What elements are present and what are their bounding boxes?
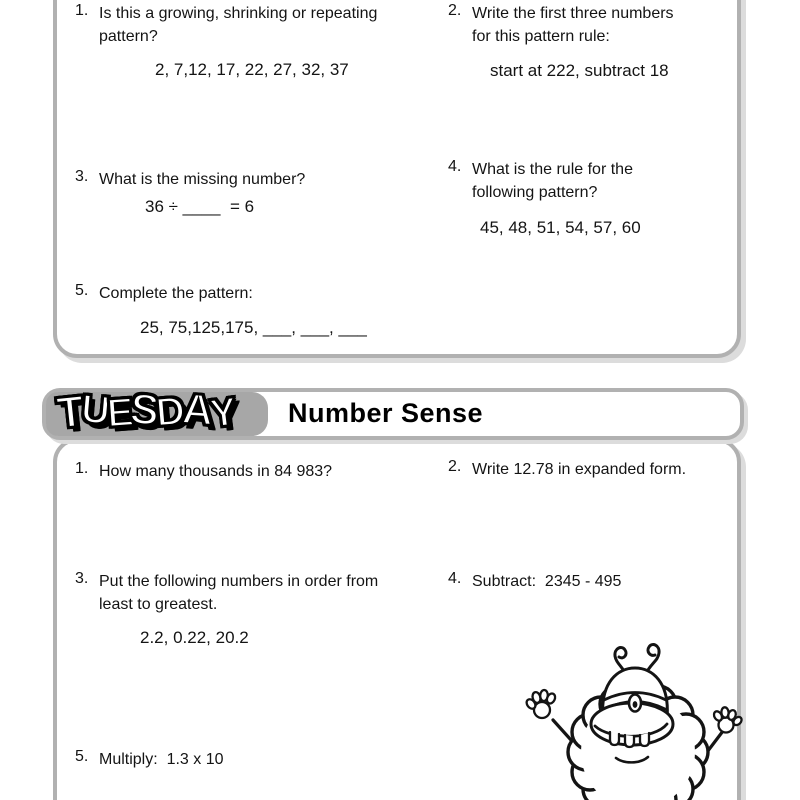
question-2-values: start at 222, subtract 18 bbox=[490, 61, 669, 80]
tuesday-topic-title: Number Sense bbox=[288, 398, 484, 428]
question-number: 4. bbox=[448, 158, 462, 175]
question-5-top bbox=[75, 282, 253, 305]
question-text: What is the rule for the bbox=[472, 161, 633, 178]
question-text: Put the following numbers in order from bbox=[99, 573, 379, 590]
question-text: Complete the pattern: bbox=[99, 285, 253, 302]
tuesday-day-title bbox=[54, 384, 239, 439]
day-letter: U bbox=[79, 386, 111, 434]
question-text: pattern? bbox=[99, 28, 158, 45]
day-letter: D bbox=[154, 388, 186, 436]
day-letter: E bbox=[105, 390, 135, 436]
question-1-top bbox=[75, 2, 377, 48]
question-number: 2. bbox=[448, 2, 462, 19]
question-3-tuesday bbox=[75, 570, 378, 616]
question-2-top bbox=[448, 2, 674, 48]
question-number: 4. bbox=[448, 570, 462, 587]
question-5-tuesday bbox=[75, 748, 224, 771]
question-4-tuesday bbox=[448, 570, 621, 593]
question-number: 2. bbox=[448, 458, 462, 475]
question-number: 1. bbox=[75, 2, 89, 19]
question-4-top bbox=[448, 158, 633, 204]
question-2-tuesday bbox=[448, 458, 686, 481]
question-3-top bbox=[75, 168, 305, 191]
question-4-values: 45, 48, 51, 54, 57, 60 bbox=[480, 218, 641, 237]
question-text: Write the first three numbers bbox=[472, 5, 674, 22]
day-letter: Y bbox=[207, 389, 239, 437]
question-text: How many thousands in 84 983? bbox=[99, 463, 333, 480]
day-letter: A bbox=[180, 385, 214, 435]
tuesday-header bbox=[42, 384, 744, 440]
question-text: Multiply: 1.3 x 10 bbox=[99, 751, 224, 768]
question-5-values: 25, 75,125,175, ___, ___, ___ bbox=[140, 318, 367, 337]
question-text: following pattern? bbox=[472, 184, 598, 201]
question-number: 3. bbox=[75, 570, 89, 587]
question-text: for this pattern rule: bbox=[472, 28, 610, 45]
day-letter: S bbox=[128, 384, 161, 436]
question-1-values: 2, 7,12, 17, 22, 27, 32, 37 bbox=[155, 60, 349, 79]
question-text: What is the missing number? bbox=[99, 171, 306, 188]
monster-illustration bbox=[498, 630, 764, 800]
question-1-tuesday bbox=[75, 460, 332, 483]
question-3-values: 2.2, 0.22, 20.2 bbox=[140, 628, 249, 647]
question-text: least to greatest. bbox=[99, 596, 218, 613]
question-text: Write 12.78 in expanded form. bbox=[472, 461, 687, 478]
question-number: 3. bbox=[75, 168, 89, 185]
question-text: Is this a growing, shrinking or repeating bbox=[99, 5, 378, 22]
question-text: Subtract: 2345 - 495 bbox=[472, 573, 622, 590]
question-number: 5. bbox=[75, 748, 89, 765]
question-number: 5. bbox=[75, 282, 89, 299]
day-letter: T bbox=[54, 386, 86, 439]
question-number: 1. bbox=[75, 460, 89, 477]
question-3-equation: 36 ÷ ____ = 6 bbox=[145, 197, 255, 216]
